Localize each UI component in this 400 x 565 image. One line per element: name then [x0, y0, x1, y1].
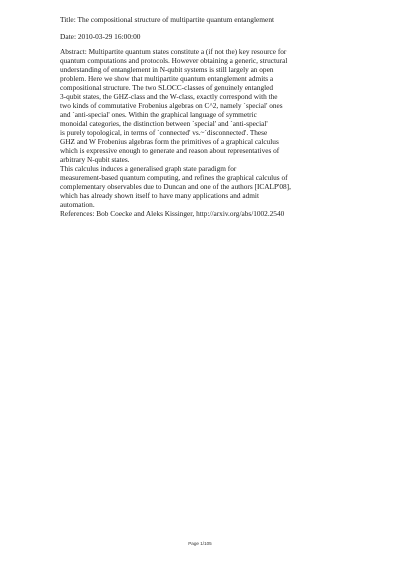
- abstract-line: arbitrary N-qubit states.: [60, 155, 130, 164]
- abstract-line: which has already shown itself to have many applications and admit: [60, 191, 259, 200]
- abstract-line: two kinds of commutative Frobenius algebras on C^2, namely `special' ones: [60, 101, 283, 110]
- page-number: Page 1/105: [188, 541, 212, 546]
- document-title: Title: The compositional structure of multipartite quantum entanglement: [60, 15, 275, 24]
- abstract-line: and `anti-special' ones. Within the graphical language of symmetric: [60, 110, 257, 119]
- abstract-line: monoidal categories, the distinction between `special' and `anti-special': [60, 119, 268, 128]
- abstract-line: understanding of entanglement in N-qubit systems is still largely an open: [60, 65, 274, 74]
- abstract-line: problem. Here we show that multipartite quantum entanglement admits a: [60, 74, 274, 83]
- abstract-line: automation.: [60, 200, 95, 209]
- abstract-line: GHZ and W Frobenius algebras form the primitives of a graphical calculus: [60, 137, 279, 146]
- abstract-line: compositional structure. The two SLOCC-classes of genuinely entangled: [60, 83, 274, 92]
- abstract-line: complementary observables due to Duncan and one of the authors [ICALP'08],: [60, 182, 291, 191]
- references-line[interactable]: References: Bob Coecke and Aleks Kissinger, http://arxiv.org/abs/1002.2540: [60, 209, 285, 218]
- abstract-line: which is expressive enough to generate and reason about representatives of: [60, 146, 280, 155]
- abstract-line: This calculus induces a generalised graph state paradigm for: [60, 164, 237, 173]
- document-body: [60, 15, 360, 218]
- abstract-line: is purely topological, in terms of `connected' vs.~`disconnected'. These: [60, 128, 268, 137]
- abstract-block: [60, 47, 360, 218]
- abstract-line: quantum computations and protocols. However obtaining a generic, structural: [60, 56, 288, 65]
- abstract-line: measurement-based quantum computing, and refines the graphical calculus of: [60, 173, 288, 182]
- document-date: Date: 2010-03-29 16:00:00: [60, 32, 141, 41]
- abstract-line: Abstract: Multipartite quantum states constitute a (if not the) key resource for: [60, 47, 287, 56]
- abstract-line: 3-qubit states, the GHZ-class and the W-class, exactly correspond with the: [60, 92, 278, 101]
